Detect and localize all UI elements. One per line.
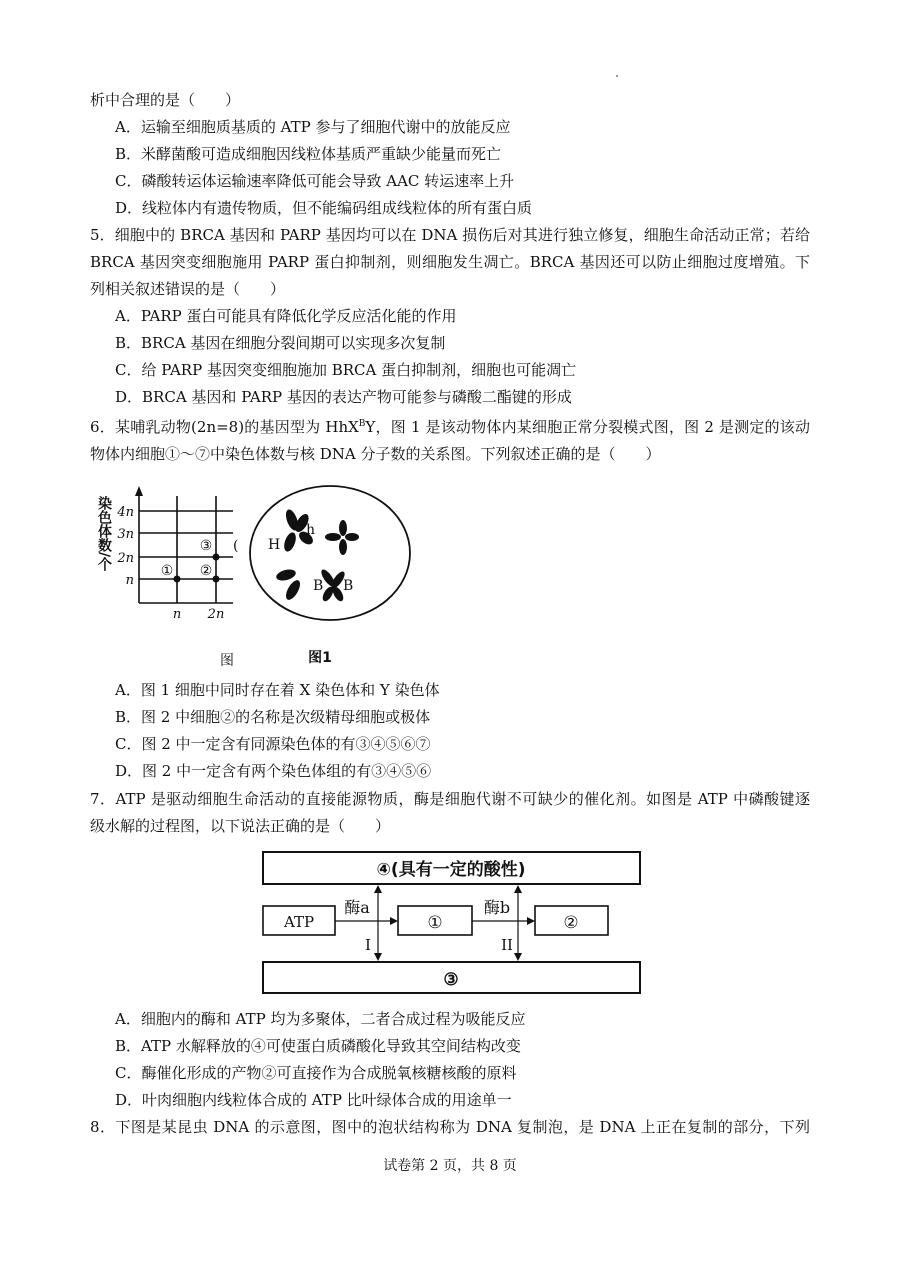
q5-stem-line2: BRCA 基因突变细胞施用 PARP 蛋白抑制剂，则细胞发生凋亡。BRCA 基因还可以防止细胞过度增殖。下 [90, 253, 810, 271]
q6-option-d: D．图 2 中一定含有两个染色体组的有③④⑤⑥ [115, 762, 432, 780]
cell-caption: 图1 [308, 650, 332, 666]
gene-label-h: h [306, 522, 316, 538]
graph-caption: 图 [220, 653, 234, 669]
chromosome-dna-graph [135, 486, 233, 603]
q5-option-b: B．BRCA 基因在细胞分裂间期可以实现多次复制 [115, 334, 446, 352]
gene-label-H: H [268, 537, 281, 553]
q5-option-a: A．PARP 蛋白可能具有降低化学反应活化能的作用 [115, 307, 457, 325]
point-3 [213, 554, 220, 561]
q6-option-c: C．图 2 中一定含有同源染色体的有③④⑤⑥⑦ [115, 735, 431, 753]
step-2-label: II [501, 936, 513, 954]
q6-stem-b: Y，图 1 是该动物体内某细胞正常分裂模式图，图 2 是测定的该动 [365, 418, 810, 436]
point-label-3: ③ [199, 538, 213, 554]
q5-stem-line1: 5．细胞中的 BRCA 基因和 PARP 基因均可以在 DNA 损伤后对其进行独立修复，细胞生命活动正常；若给 [90, 226, 810, 244]
q4-option-a: A．运输至细胞质基质的 ATP 参与了细胞代谢中的放能反应 [115, 118, 511, 136]
q5-option-c: C．给 PARP 基因突变细胞施加 BRCA 蛋白抑制剂，细胞也可能凋亡 [115, 361, 577, 379]
q4-option-d: D．线粒体内有遗传物质，但不能编码组成线粒体的所有蛋白质 [115, 199, 533, 217]
xtick-n: n [172, 607, 182, 622]
q4-option-c: C．磷酸转运体运输速率降低可能会导致 AAC 转运速率上升 [115, 172, 515, 190]
page-footer: 试卷第 2 页，共 8 页 [383, 1158, 517, 1174]
point-1 [174, 576, 181, 583]
product-3-label: ③ [443, 970, 459, 990]
cell-diagram [250, 486, 410, 620]
chromosome-group-2 [325, 520, 359, 555]
product-2-label: ② [563, 913, 579, 933]
cell-membrane [250, 486, 410, 620]
q7-stem-line1: 7．ATP 是驱动细胞生命活动的直接能源物质，酶是细胞代谢不可缺少的催化剂。如图是 ATP 中磷酸键逐 [90, 790, 810, 808]
q6-stem-a: 6．某哺乳动物(2n=8)的基因型为 HhX [90, 418, 359, 436]
q7-option-a: A．细胞内的酶和 ATP 均为多聚体，二者合成过程为吸能反应 [115, 1010, 526, 1028]
point-label-2: ② [199, 563, 213, 579]
product-1-label: ① [427, 913, 443, 933]
q6-option-a: A．图 1 细胞中同时存在着 X 染色体和 Y 染色体 [115, 681, 440, 699]
q5-stem-line3: 列相关叙述错误的是（ ） [90, 280, 286, 298]
phosphate-label: ④(具有一定的酸性) [376, 860, 526, 880]
q6-stem-line2: 物体内细胞①～⑦中染色体数与核 DNA 分子数的关系图。下列叙述正确的是（ ） [90, 445, 661, 463]
gene-label-B-left: B [313, 578, 324, 594]
q8-stem-line1: 8．下图是某昆虫 DNA 的示意图，图中的泡状结构称为 DNA 复制泡，是 DNA 上正在复制的部分，下列 [90, 1118, 810, 1136]
y-axis-arrow [135, 486, 143, 496]
q4-stem: 析中合理的是（ ） [90, 91, 241, 109]
chromosome-group-3 [275, 568, 303, 602]
point-2 [213, 576, 220, 583]
q7-stem-line2: 级水解的过程图，以下说法正确的是（ ） [90, 817, 391, 835]
step-1-label: I [365, 936, 371, 954]
xtick-2n: 2n [207, 607, 225, 622]
q7-option-b: B．ATP 水解释放的④可使蛋白质磷酸化导致其空间结构改变 [115, 1037, 521, 1055]
y-axis-label: 染色体数/个 [96, 496, 112, 572]
ytick-n: n [125, 573, 134, 588]
partial-label: ( [233, 538, 239, 554]
ytick-3n: 3n [117, 527, 134, 542]
q6-option-b: B．图 2 中细胞②的名称是次级精母细胞或极体 [115, 708, 431, 726]
q6-stem-sup: B [358, 419, 366, 429]
gene-label-B-right: B [343, 578, 354, 594]
q7-option-d: D．叶肉细胞内线粒体合成的 ATP 比叶绿体合成的用途单一 [115, 1091, 512, 1109]
point-label-1: ① [160, 563, 174, 579]
q7-option-c: C．酶催化形成的产物②可直接作为合成脱氧核糖核酸的原料 [115, 1064, 517, 1082]
q5-option-d: D．BRCA 基因和 PARP 基因的表达产物可能参与磷酸二酯键的形成 [115, 388, 572, 406]
enzyme-a-label: 酶a [344, 898, 370, 917]
atp-label: ATP [283, 913, 315, 931]
ytick-4n: 4n [117, 505, 134, 520]
q4-option-b: B．米酵菌酸可造成细胞因线粒体基质严重缺少能量而死亡 [115, 145, 502, 163]
ytick-2n: 2n [117, 551, 134, 566]
enzyme-b-label: 酶b [483, 898, 511, 917]
